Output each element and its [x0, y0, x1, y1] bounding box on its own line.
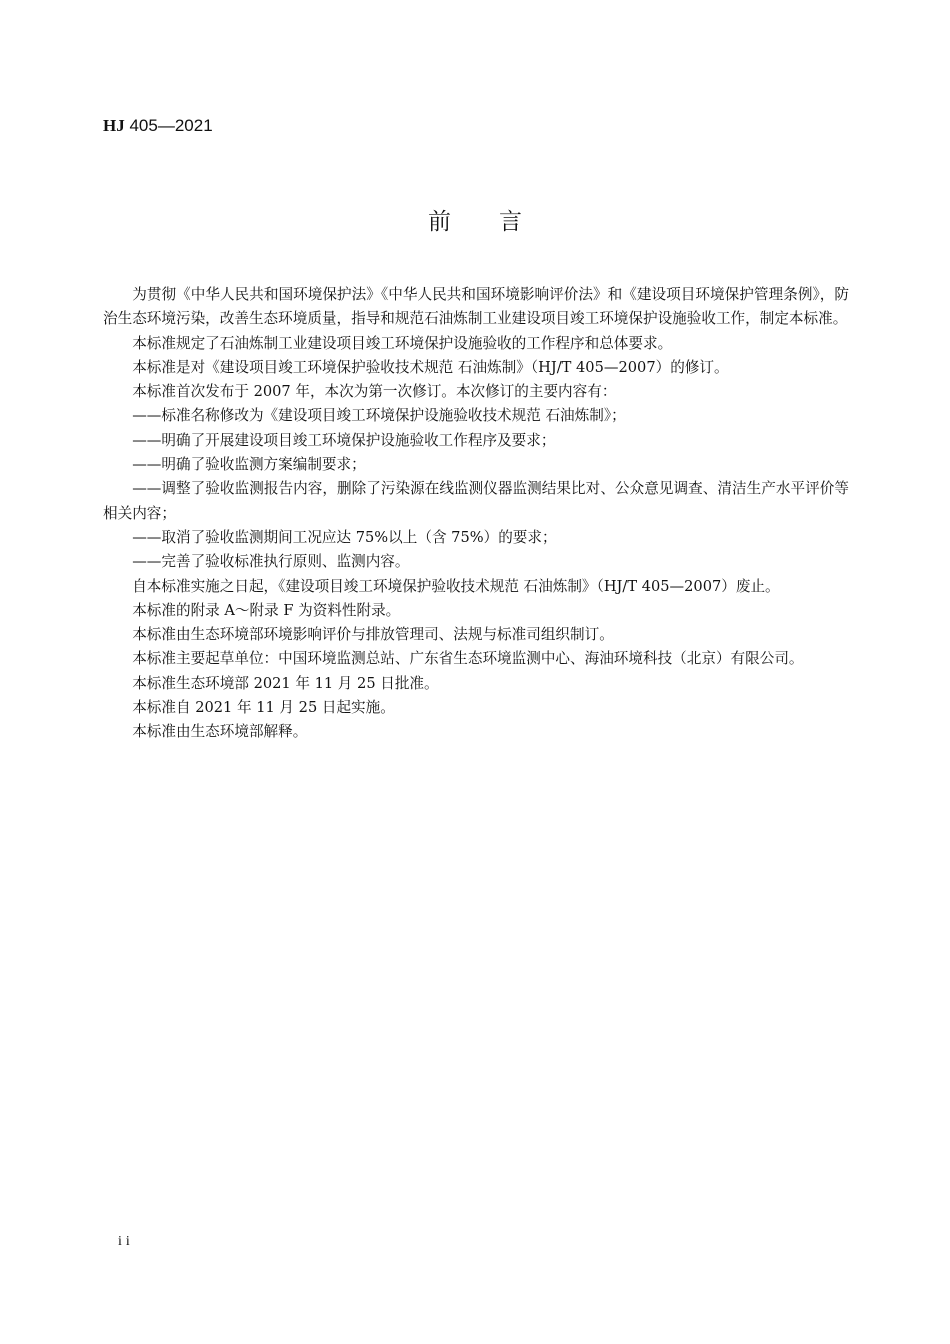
paragraph-appendix: 本标准的附录 A～附录 F 为资料性附录。 — [132, 601, 401, 619]
paragraph-interpretation: 本标准由生态环境部解释。 — [132, 723, 308, 741]
paragraph-revision-of: 本标准是对《建设项目竣工环境保护验收技术规范 石油炼制》（HJ/T 405—2007）的修订。 — [132, 358, 729, 376]
paragraph-organizer: 本标准由生态环境部环境影响评价与排放管理司、法规与标准司组织制订。 — [132, 626, 614, 644]
list-item: ——完善了验收标准执行原则、监测内容。 — [132, 553, 410, 571]
foreword-body — [103, 283, 849, 745]
paragraph-abolish: 自本标准实施之日起，《建设项目竣工环境保护验收技术规范 石油炼制》（HJ/T 405—2007）废止。 — [132, 577, 780, 595]
paragraph-purpose: 为贯彻《中华人民共和国环境保护法》《中华人民共和国环境影响评价法》和《建设项目环境保护管理条例》，防治生态环境污染，改善生态环境质量，指导和规范石油炼制工业建设项目竣工环境保护设施验收工作，制定本标准。 — [103, 286, 849, 328]
standard-number: 405—2021 — [129, 116, 213, 135]
paragraph-scope: 本标准规定了石油炼制工业建设项目竣工环境保护设施验收的工作程序和总体要求。 — [132, 334, 673, 352]
list-item: ——明确了开展建设项目竣工环境保护设施验收工作程序及要求； — [132, 431, 556, 449]
list-item: ——取消了验收监测期间工况应达 75%以上（含 75%）的要求； — [132, 528, 557, 546]
page-title: 前言 — [428, 209, 570, 235]
page-number: ii — [118, 1234, 134, 1249]
list-item: ——明确了验收监测方案编制要求； — [132, 456, 366, 474]
standard-prefix: HJ — [103, 116, 125, 135]
paragraph-effective: 本标准自 2021 年 11 月 25 日起实施。 — [132, 699, 395, 717]
paragraph-history: 本标准首次发布于 2007 年，本次为第一次修订。本次修订的主要内容有： — [132, 383, 617, 401]
paragraph-drafters: 本标准主要起草单位：中国环境监测总站、广东省生态环境监测中心、海油环境科技（北京）有限公司。 — [132, 650, 804, 668]
list-item: ——标准名称修改为《建设项目竣工环境保护设施验收技术规范 石油炼制》； — [132, 407, 626, 425]
document-code — [103, 116, 213, 136]
list-item: ——调整了验收监测报告内容，删除了污染源在线监测仪器监测结果比对、公众意见调查、清洁生产水平评价等相关内容； — [103, 480, 849, 522]
paragraph-approval: 本标准生态环境部 2021 年 11 月 25 日批准。 — [132, 674, 439, 692]
